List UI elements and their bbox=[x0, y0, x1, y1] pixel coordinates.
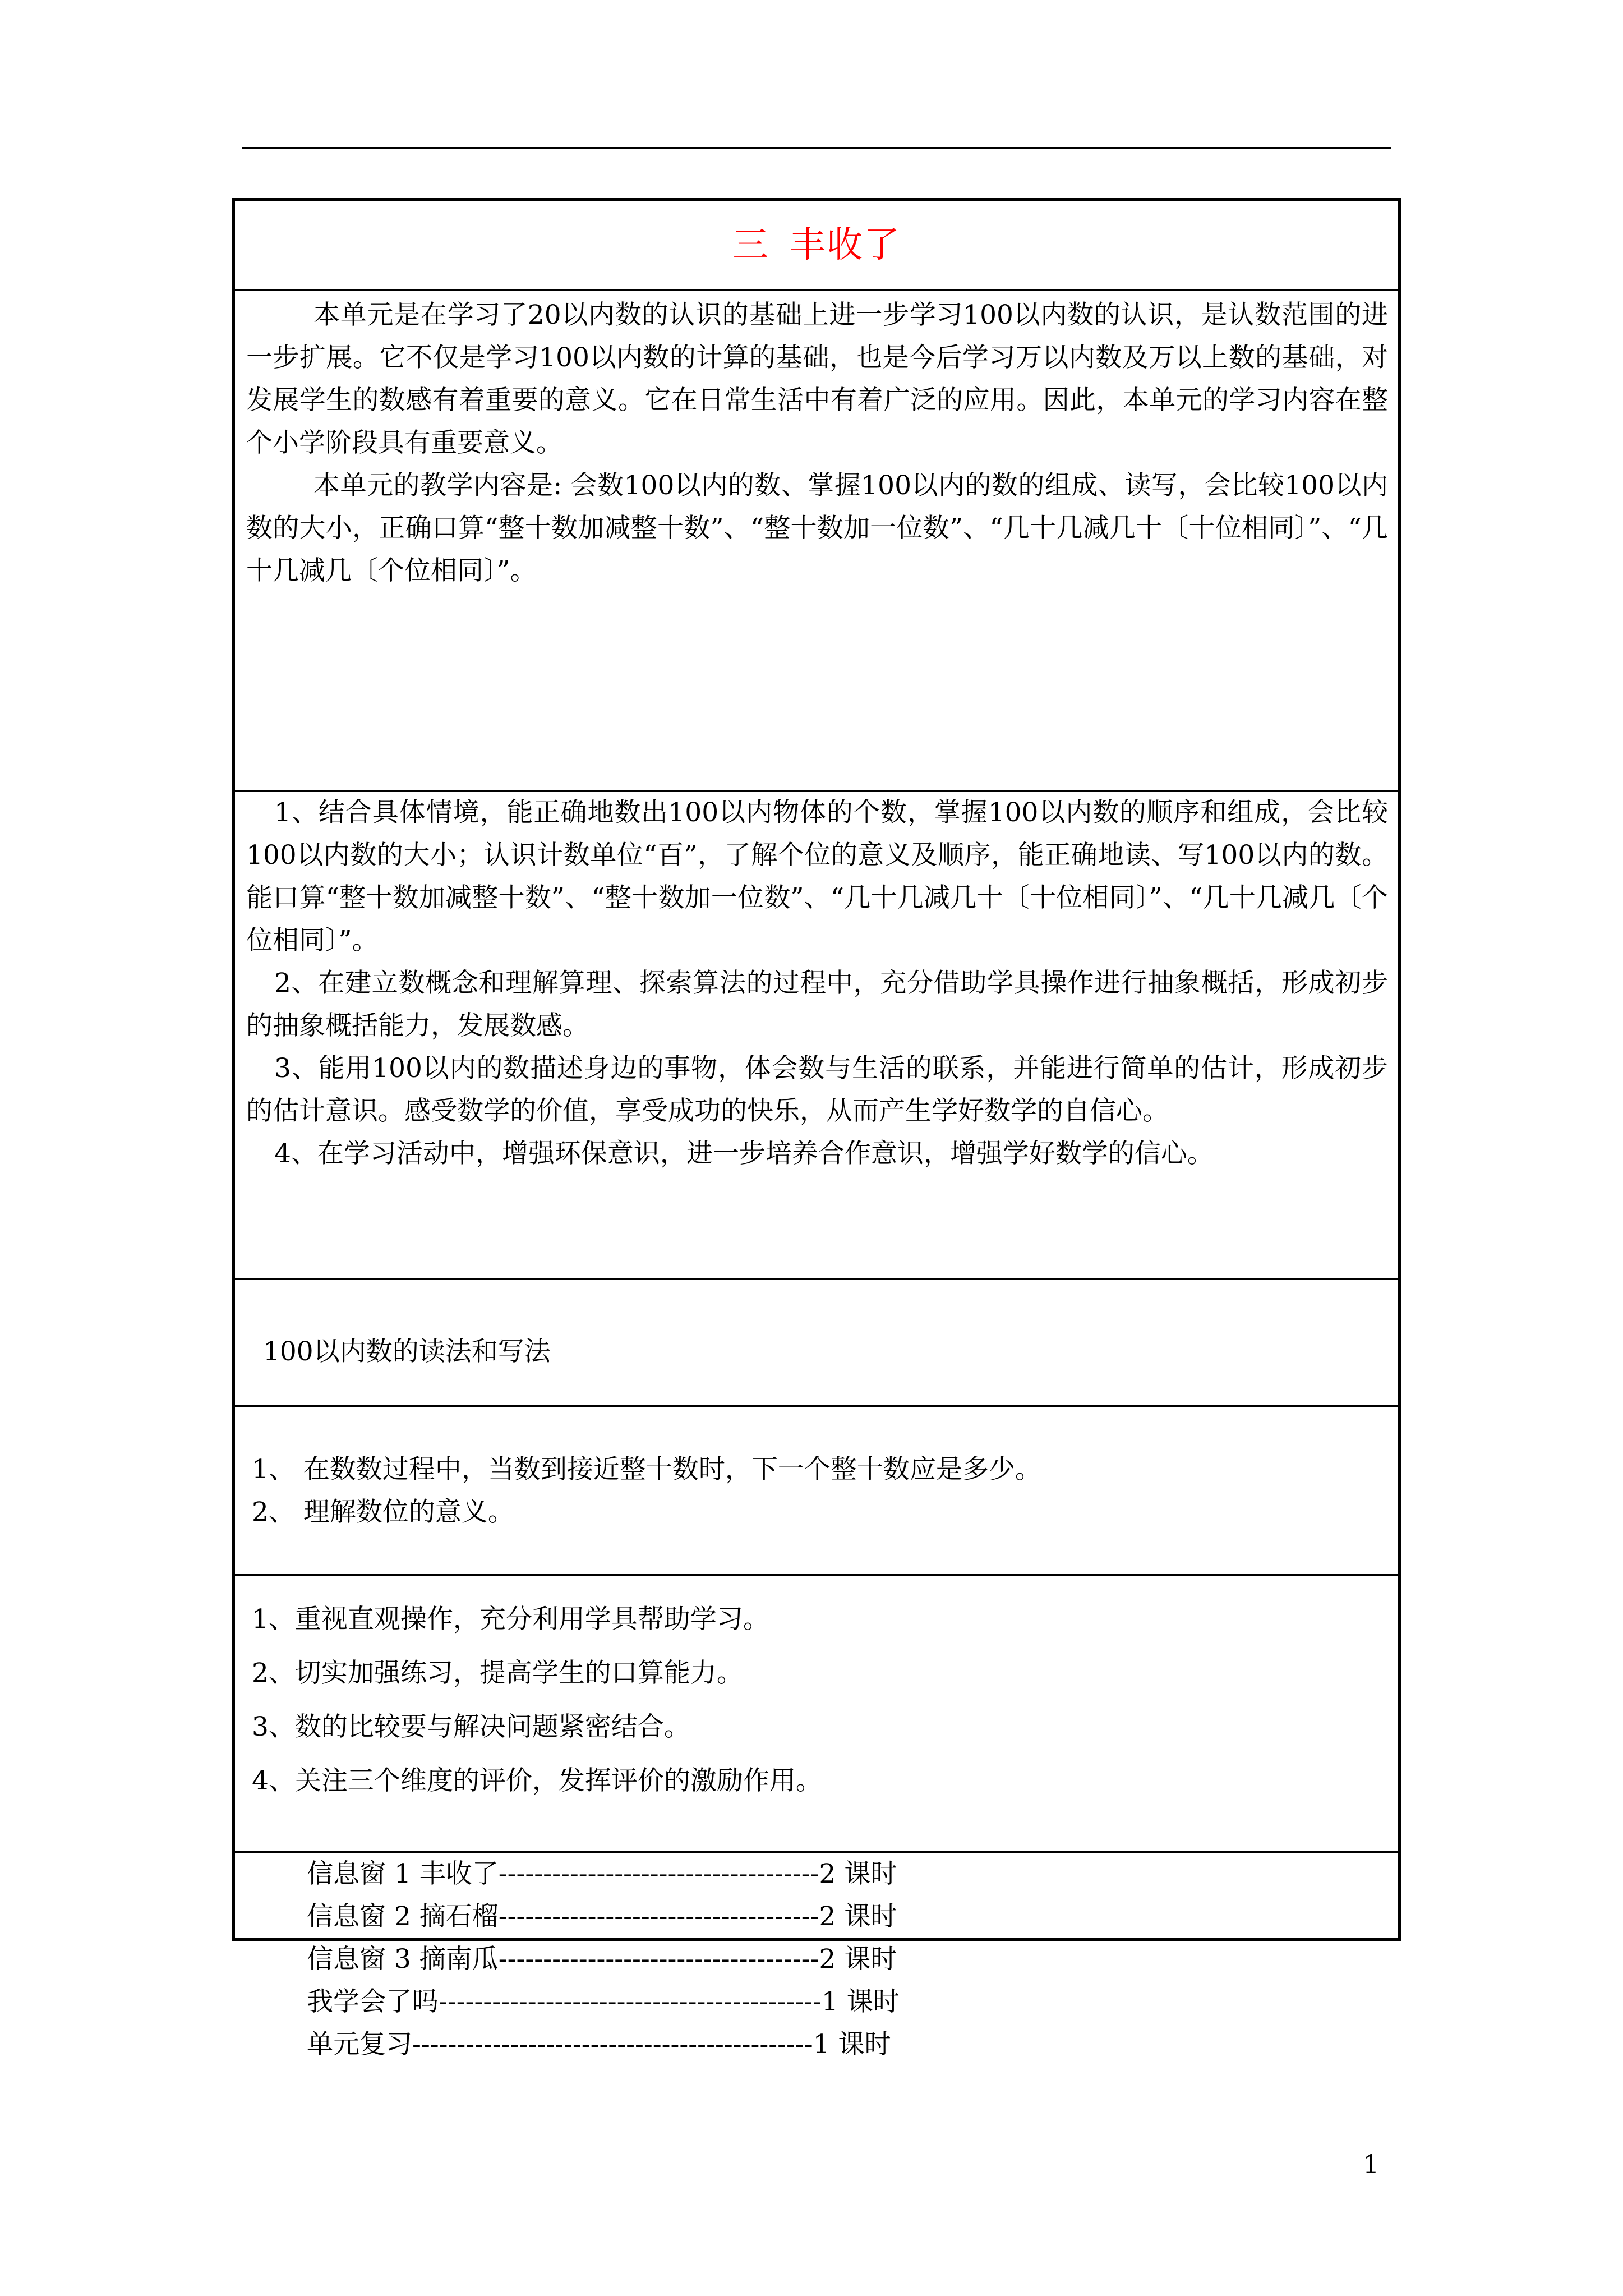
unit-objectives-section bbox=[235, 792, 1398, 1280]
objective-item: 3、能用100以内的数描述身边的事物，体会数与生活的联系，并能进行简单的估计，形成初步的估计意识。感受数学的价值，享受成功的快乐，从而产生学好数学的自信心。 bbox=[246, 1053, 1388, 1126]
overview-paragraph: 本单元的教学内容是: 会数100以内的数、掌握100以内的数的组成、读写，会比较100以内数的大小，正确口算“整十数加减整十数”、“整十数加一位数”、“几十几减几十〔十位相同〕”、“几十几减几〔个位相同〕”。 bbox=[246, 470, 1388, 586]
schedule-item: 信息窗 3 摘南瓜------------------------------------2 课时 bbox=[307, 1944, 897, 1975]
unit-number: 三 bbox=[732, 224, 769, 266]
schedule-item: 信息窗 2 摘石榴------------------------------------2 课时 bbox=[307, 1901, 897, 1932]
key-point-text: 100以内数的读法和写法 bbox=[263, 1336, 551, 1367]
schedule-section bbox=[235, 1853, 1398, 2060]
lesson-plan-table bbox=[232, 198, 1401, 2060]
suggestion-item: 3、数的比较要与解决问题紧密结合。 bbox=[252, 1711, 690, 1742]
suggestion-item: 4、关注三个维度的评价，发挥评价的激励作用。 bbox=[252, 1765, 822, 1796]
objective-item: 4、在学习活动中，增强环保意识，进一步培养合作意识，增强学好数学的信心。 bbox=[274, 1138, 1214, 1169]
difficult-point-item: 2、 理解数位的意义。 bbox=[252, 1497, 514, 1527]
suggestion-item: 2、切实加强练习，提高学生的口算能力。 bbox=[252, 1658, 743, 1688]
objective-item: 2、在建立数概念和理解算理、探索算法的过程中，充分借助学具操作进行抽象概括，形成初步的抽象概括能力，发展数感。 bbox=[246, 968, 1388, 1041]
unit-title bbox=[235, 201, 1398, 268]
difficult-point-item: 1、 在数数过程中，当数到接近整十数时，下一个整十数应是多少。 bbox=[252, 1454, 1041, 1485]
page-number: 1 bbox=[1363, 2149, 1380, 2179]
suggestion-item: 1、重视直观操作，充分利用学具帮助学习。 bbox=[252, 1604, 769, 1635]
schedule-item: 单元复习---------------------------------------------1 课时 bbox=[307, 2029, 891, 2060]
difficult-points-section bbox=[235, 1407, 1398, 1576]
header-rule bbox=[242, 147, 1391, 149]
title-section bbox=[235, 201, 1398, 291]
unit-overview-section bbox=[235, 291, 1398, 792]
objective-item: 1、结合具体情境，能正确地数出100以内物体的个数，掌握100以内数的顺序和组成，会比较100以内数的大小；认识计数单位“百”，了解个位的意义及顺序，能正确地读、写100以内的数。能口算“整十数加减整十数”、“整十数加一位数”、“几十几减几十〔十位相同〕”、“几十几减几〔个位相同〕”。 bbox=[246, 797, 1388, 956]
teaching-suggestions-section bbox=[235, 1576, 1398, 1853]
schedule-item: 我学会了吗-------------------------------------------1 课时 bbox=[307, 1986, 900, 2017]
overview-paragraph: 本单元是在学习了20以内数的认识的基础上进一步学习100以内数的认识，是认数范围的进一步扩展。它不仅是学习100以内数的计算的基础，也是今后学习万以内数及万以上数的基础，对发展学生的数感有着重要的意义。它在日常生活中有着广泛的应用。因此，本单元的学习内容在整个小学阶段具有重要意义。 bbox=[246, 300, 1388, 458]
key-point-section bbox=[235, 1280, 1398, 1407]
unit-name: 丰收了 bbox=[790, 224, 901, 266]
schedule-item: 信息窗 1 丰收了------------------------------------2 课时 bbox=[307, 1858, 897, 1889]
